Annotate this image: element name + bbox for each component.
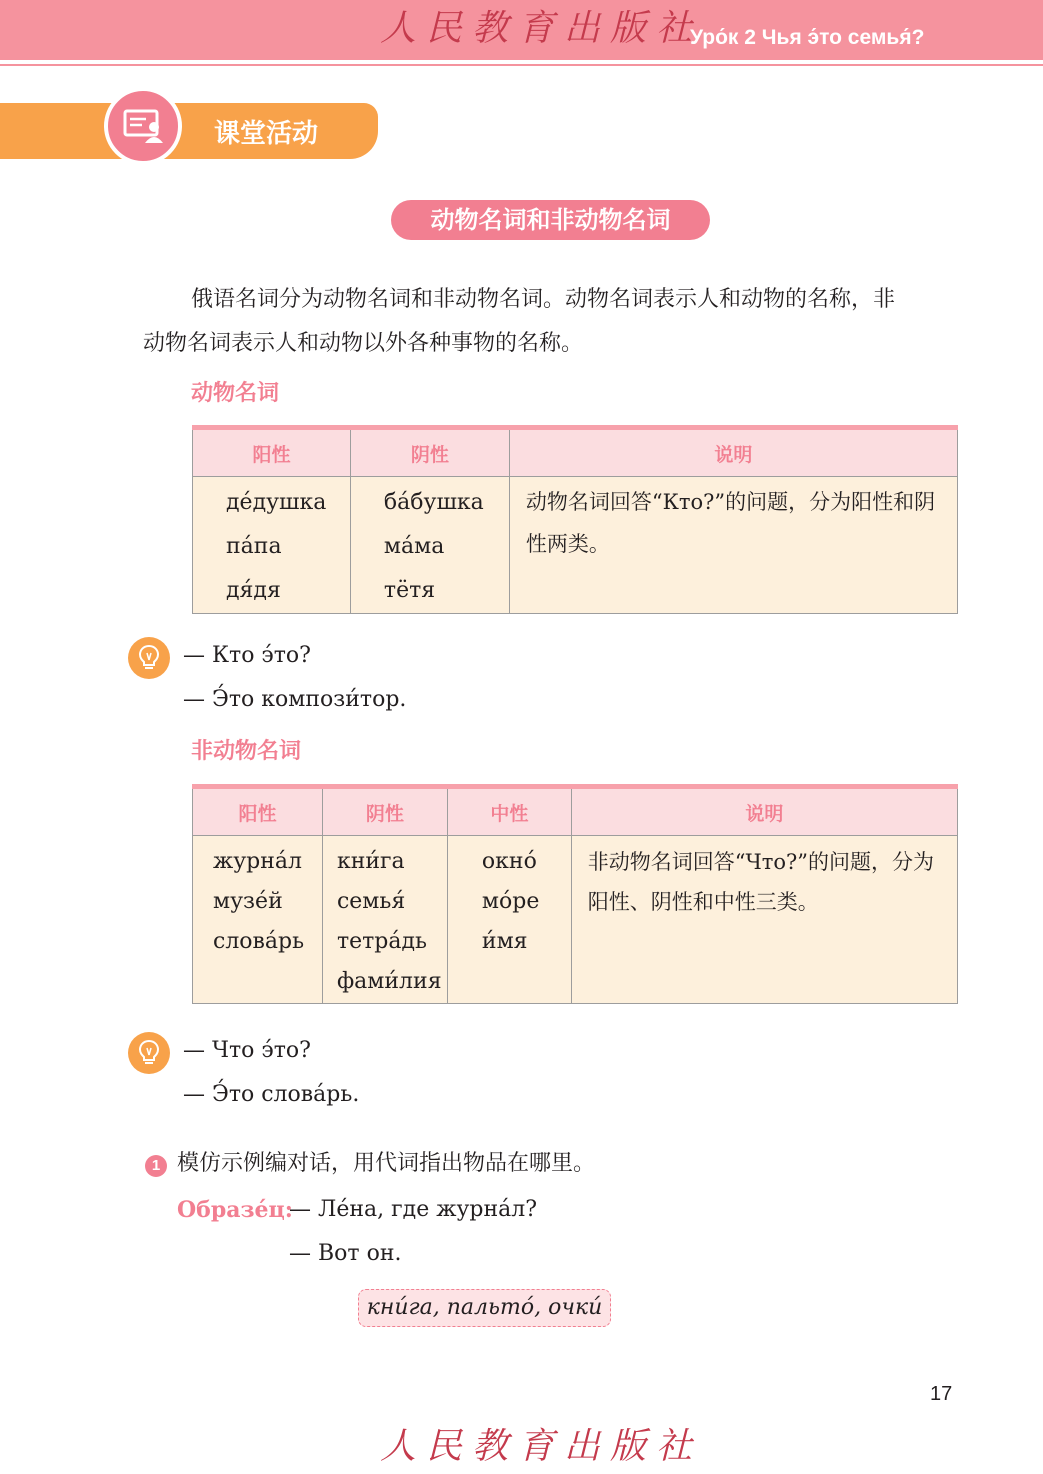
animate-feminine-list xyxy=(384,481,509,613)
animate-example xyxy=(183,634,406,722)
dialog-question: — Что э́то? xyxy=(183,1038,311,1063)
inanimate-example xyxy=(183,1029,359,1117)
inanimate-heading: 非动物名词 xyxy=(191,739,302,764)
inanimate-table xyxy=(192,784,958,1004)
word: ма́ма xyxy=(383,534,445,559)
section-banner xyxy=(0,103,378,159)
inanimate-neuter-list xyxy=(482,842,571,962)
inanimate-masculine-list xyxy=(213,842,322,962)
publisher-logo: 人民教育出版社 xyxy=(380,8,703,49)
word: кни́га xyxy=(336,849,405,874)
inanimate-col-feminine: 阴性 xyxy=(322,787,447,836)
inanimate-note: 非动物名词回答“Что?”的问题，分为阳性、阴性和中性三类。 xyxy=(587,850,935,914)
sample-line-2: — Вот он. xyxy=(289,1241,402,1266)
animate-note: 动物名词回答“Кто?”的问题，分为阳性和阴性两类。 xyxy=(525,490,936,556)
word: слова́рь xyxy=(213,929,305,954)
inanimate-col-note: 说明 xyxy=(571,787,957,836)
animate-col-masculine: 阳性 xyxy=(193,428,351,477)
intro-paragraph xyxy=(143,278,963,366)
sample-label: Образе́ц: xyxy=(177,1197,293,1223)
inanimate-feminine-list xyxy=(337,842,447,1002)
word: тётя xyxy=(383,578,436,603)
lightbulb-icon xyxy=(128,637,170,679)
word: мо́ре xyxy=(481,889,540,914)
word: семья́ xyxy=(336,889,406,914)
sample-line-1: — Ле́на, где журна́л? xyxy=(289,1197,538,1222)
animate-masculine-list xyxy=(226,481,350,613)
exercise-number: 1 xyxy=(145,1155,167,1177)
header-divider xyxy=(0,64,1043,66)
section-title: 课堂活动 xyxy=(214,119,319,149)
intro-line-1: 俄语名词分为动物名词和非动物名词。动物名词表示人和动物的名称，非 xyxy=(191,287,896,312)
word: тетра́дь xyxy=(336,929,428,954)
word-choices-box: кни́га, пальто́, очки́ xyxy=(358,1289,611,1327)
word: музе́й xyxy=(213,889,283,914)
topic-title: 动物名词和非动物名词 xyxy=(391,200,710,240)
animate-col-note: 说明 xyxy=(509,428,957,477)
lesson-title: Уро́к 2 Чья э́то семья́? xyxy=(690,26,925,49)
word: дя́дя xyxy=(226,578,281,603)
animate-col-feminine: 阴性 xyxy=(350,428,509,477)
word: па́па xyxy=(226,534,282,559)
sample-dialog xyxy=(289,1188,537,1276)
dialog-answer: — Э́то компози́тор. xyxy=(183,687,407,712)
word: журна́л xyxy=(213,849,303,874)
inanimate-col-neuter: 中性 xyxy=(447,787,571,836)
word: и́мя xyxy=(481,929,528,954)
footer-publisher-logo: 人民教育出版社 xyxy=(380,1426,703,1467)
animate-heading: 动物名词 xyxy=(191,381,280,406)
exercise-instruction: 模仿示例编对话，用代词指出物品在哪里。 xyxy=(177,1151,596,1176)
word: ба́бушка xyxy=(383,490,484,515)
classroom-teaching-icon xyxy=(104,87,182,165)
animate-table xyxy=(192,425,958,614)
word: де́душка xyxy=(226,490,327,515)
word: окно́ xyxy=(481,849,537,874)
intro-line-2: 动物名词表示人和动物以外各种事物的名称。 xyxy=(143,331,584,356)
page-number: 17 xyxy=(930,1383,953,1405)
dialog-answer: — Э́то слова́рь. xyxy=(183,1082,360,1107)
lightbulb-icon xyxy=(128,1032,170,1074)
dialog-question: — Кто э́то? xyxy=(183,643,311,668)
inanimate-col-masculine: 阳性 xyxy=(193,787,323,836)
word: фами́лия xyxy=(336,969,442,994)
